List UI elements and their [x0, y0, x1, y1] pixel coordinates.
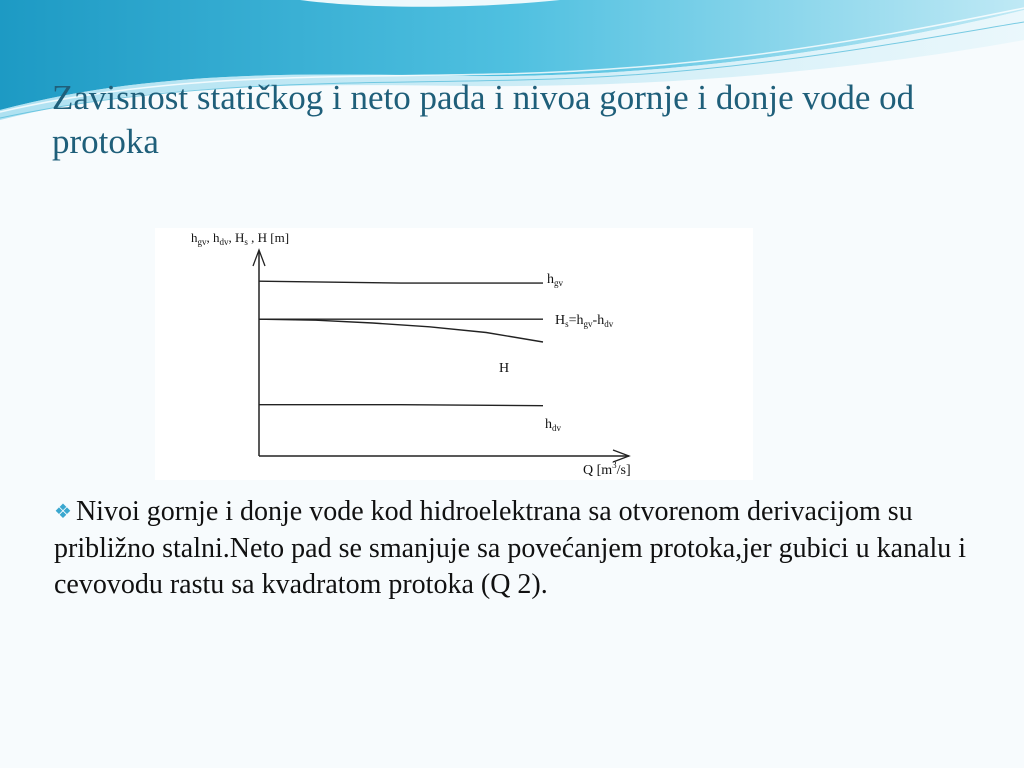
- series-label-hs-hgv-hdv: Hs=hgv-hdv: [555, 313, 614, 329]
- series-line-h: [259, 319, 543, 342]
- series-label-hgv: hgv: [547, 272, 563, 288]
- series-line-hgv: [259, 281, 543, 283]
- figure-chart: [155, 228, 753, 480]
- series-label-hdv: hdv: [545, 417, 561, 433]
- y-axis-label: $h_{gv}$, $h_{dv}$, $H_s$ , H [m]: [191, 230, 290, 247]
- bullet-paragraph: [54, 494, 974, 604]
- diamond-bullet-icon: ❖: [54, 501, 72, 523]
- bullet-body: Nivoi gornje i donje vode kod hidroelektrana sa otvorenom derivacijom su približno stalni.Neto pad se smanjuje sa povećanjem protoka,jer gubici u kanalu i cevovodu rastu sa kvadratom protoka (Q 2).: [54, 496, 967, 600]
- series-group: [259, 272, 614, 433]
- series-line-hdv: [259, 405, 543, 406]
- x-axis-label: Q $[m^3/s]$: [583, 460, 631, 478]
- series-label-h: H: [499, 361, 510, 376]
- chart-svg: [155, 228, 753, 480]
- slide-title: Zavisnost statičkog i neto pada i nivoa gornje i donje vode od protoka: [52, 78, 915, 161]
